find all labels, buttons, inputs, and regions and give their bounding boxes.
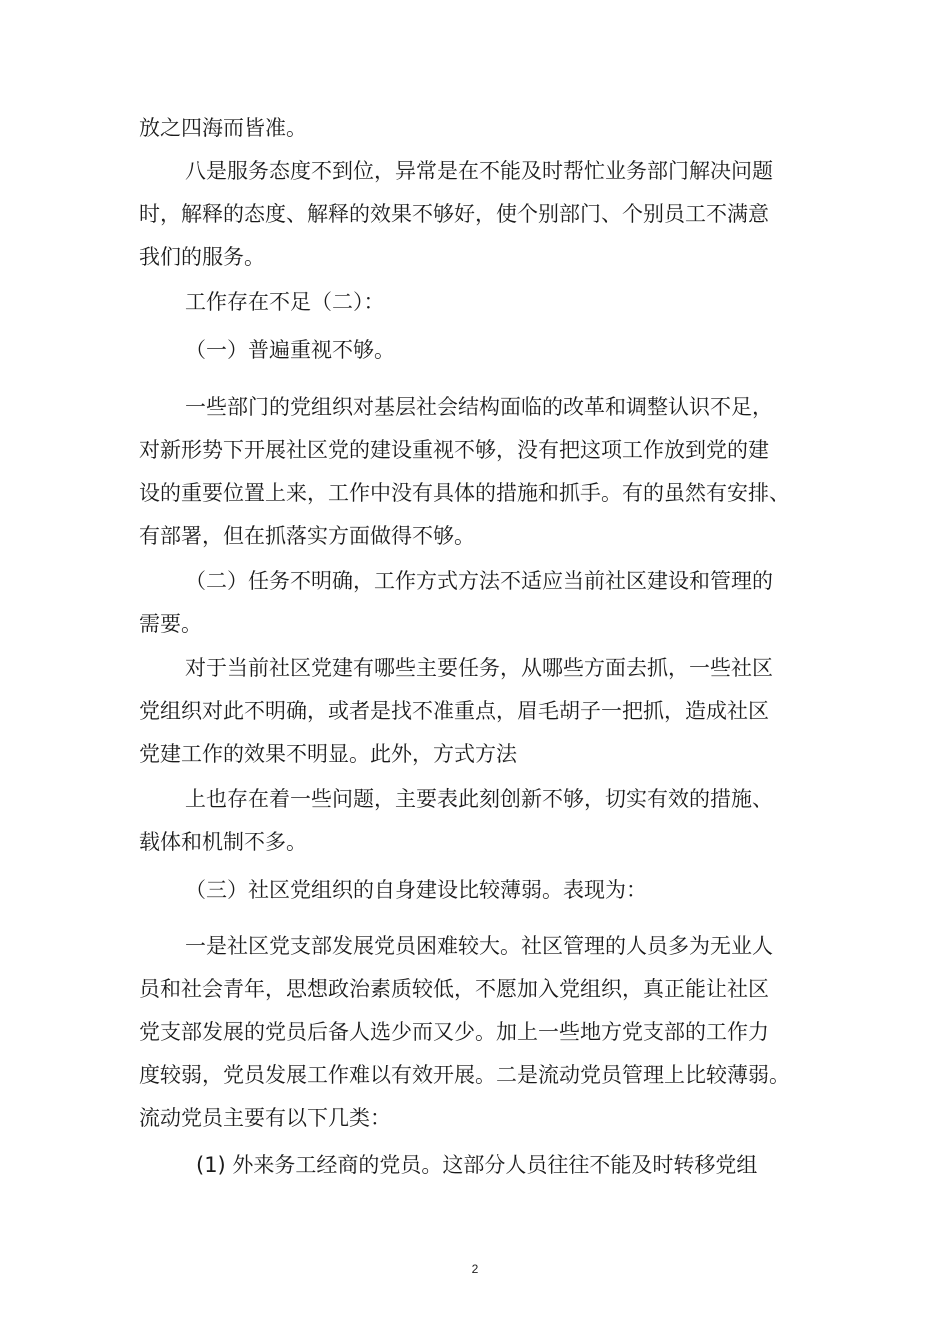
text-line-10: 有部署，但在抓落实方面做得不够。 (139, 524, 475, 548)
subheading-1: （一）普遍重视不够。 (185, 338, 395, 362)
text-line-19: 一是社区党支部发展党员困难较大。社区管理的人员多为无业人 (185, 934, 773, 958)
section-heading: 工作存在不足（二）： (185, 290, 385, 314)
text-line-22: 度较弱，党员发展工作难以有效开展。二是流动党员管理上比较薄弱。 (139, 1063, 790, 1087)
text-line-24: (1) 外来务工经商的党员。这部分人员往往不能及时转移党组 (196, 1153, 758, 1177)
text-line-23: 流动党员主要有以下几类： (139, 1106, 391, 1130)
subheading-3: （三）社区党组织的自身建设比较薄弱。表现为： (185, 878, 647, 902)
text-line-2: 八是服务态度不到位，异常是在不能及时帮忙业务部门解决问题 (185, 159, 773, 183)
text-line-4: 我们的服务。 (139, 245, 265, 269)
text-line-14: 党组织对此不明确，或者是找不准重点，眉毛胡子一把抓，造成社区 (139, 699, 769, 723)
text-line-12: 需要。 (139, 612, 202, 636)
text-line-21: 党支部发展的党员后备人选少而又少。加上一些地方党支部的工作力 (139, 1020, 769, 1044)
text-line-15: 党建工作的效果不明显。此外，方式方法 (139, 742, 517, 766)
page-number: 2 (471, 1262, 479, 1276)
text-line-20: 员和社会青年，思想政治素质较低，不愿加入党组织，真正能让社区 (139, 977, 769, 1001)
subheading-2: （二）任务不明确，工作方式方法不适应当前社区建设和管理的 (185, 569, 773, 593)
text-line-17: 载体和机制不多。 (139, 830, 307, 854)
text-line-8: 对新形势下开展社区党的建设重视不够，没有把这项工作放到党的建 (139, 438, 769, 462)
text-line-16: 上也存在着一些问题，主要表此刻创新不够，切实有效的措施、 (185, 787, 773, 811)
text-line-3: 时，解释的态度、解释的效果不够好，使个别部门、个别员工不满意 (139, 202, 769, 226)
text-line-7: 一些部门的党组织对基层社会结构面临的改革和调整认识不足， (185, 395, 773, 419)
text-line-9: 设的重要位置上来，工作中没有具体的措施和抓手。有的虽然有安排、 (139, 481, 790, 505)
text-line-13: 对于当前社区党建有哪些主要任务，从哪些方面去抓，一些社区 (185, 656, 773, 680)
text-line-1: 放之四海而皆准。 (139, 116, 307, 140)
